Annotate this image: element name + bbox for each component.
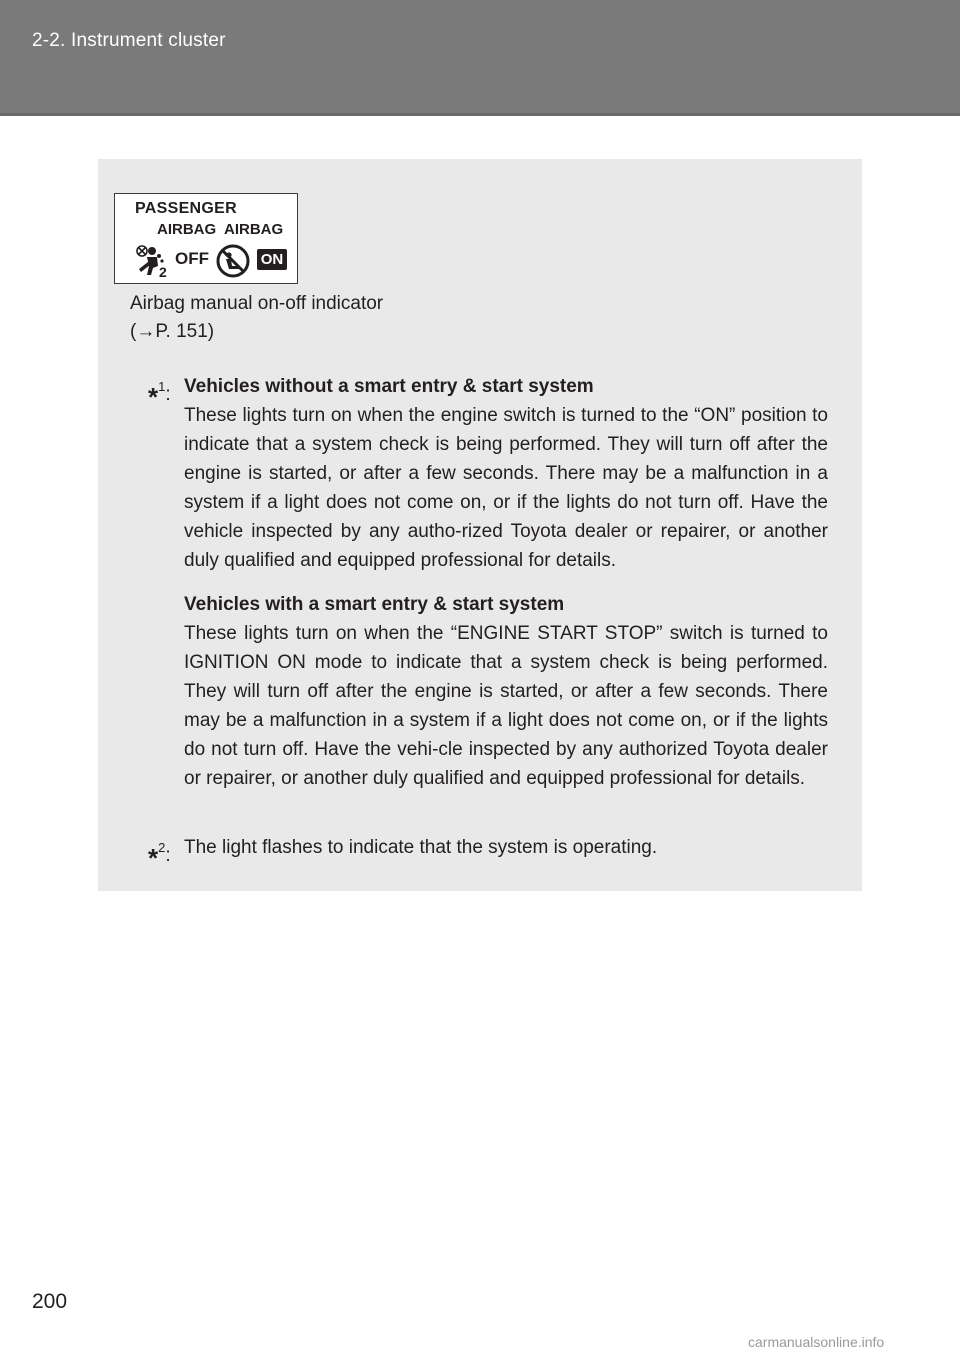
indicator-on-badge: ON — [257, 249, 287, 270]
footnote-1-text-b: These lights turn on when the “ENGINE START STOP” switch is turned to IGNITION ON mode to indicate that a system check is being performed. They will turn off after the engine is started, or after a few seconds. There may be a malfunction in a system if a light does not come on, or if the lights do not turn off. Have the vehi-cle inspected by any authorized Toyota dealer or repairer, or another duly qualified and equipped professional for details. — [184, 623, 828, 789]
svg-text:2: 2 — [159, 264, 167, 278]
footnote-1-heading-a: Vehicles without a smart entry & start system — [184, 376, 594, 397]
footnote-1-heading-b: Vehicles with a smart entry & start system — [184, 594, 565, 615]
footnote-2-text: The light flashes to indicate that the system is operating. — [184, 837, 658, 858]
indicator-airbag-left-label: AIRBAG — [157, 221, 217, 238]
indicator-airbag-right-label: AIRBAG — [224, 221, 284, 238]
airbag-indicator-image — [114, 193, 298, 284]
indicator-passenger-label: PASSENGER — [135, 200, 237, 217]
header-bar — [0, 0, 960, 116]
indicator-off-label: OFF — [175, 249, 209, 268]
page-reference-link[interactable]: (→P. 151) — [130, 321, 215, 342]
airbag-on-seat-icon — [215, 244, 253, 278]
footnote-2-marker: *$^2$: — [148, 840, 171, 873]
indicator-caption: Airbag manual on-off indicator — [130, 293, 384, 314]
section-title: 2-2. Instrument cluster — [32, 30, 226, 51]
page-number: 200 — [32, 1290, 68, 1313]
airbag-off-person-icon — [135, 244, 169, 278]
footnote-1-marker: *$^1$: — [148, 379, 171, 412]
watermark: carmanualsonline.info — [748, 1334, 885, 1350]
footnote-1-text-a: These lights turn on when the engine switch is turned to the “ON” position to indicate that a system check is being performed. They will turn off after the engine is started, or after a few seconds. There may be a malfunction in a system if a light does not come on, or if the lights do not turn off. Have the vehicle inspected by any autho-rized Toyota dealer or repairer, or another duly qualified and equipped professional for details. — [184, 405, 828, 571]
